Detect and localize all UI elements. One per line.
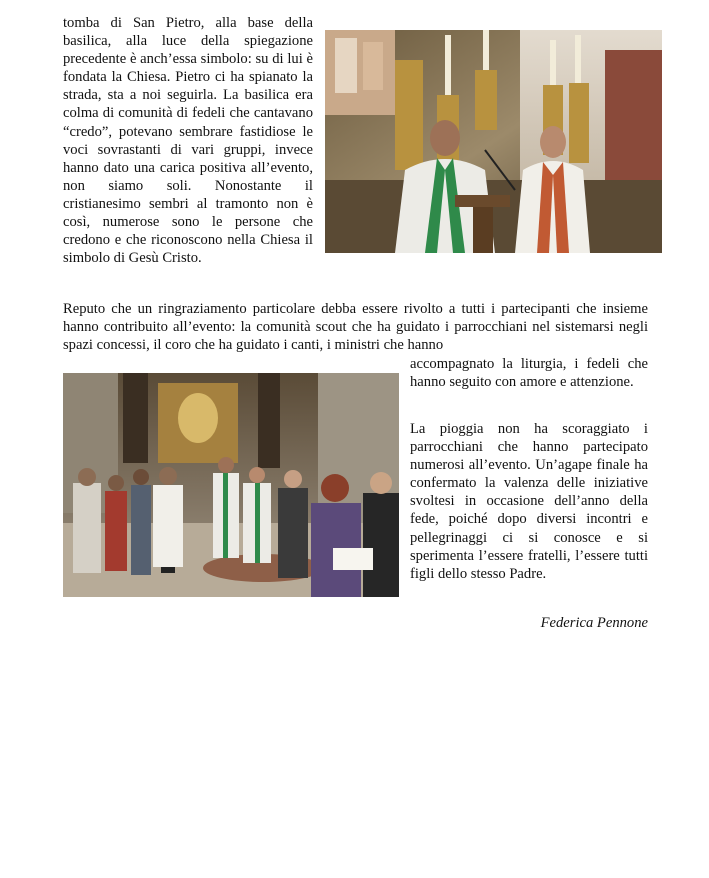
paragraph-2-continued: accompagnato la liturgia, i fedeli che hanno seguito con amore e attenzione. <box>410 356 648 391</box>
paragraph-1: tomba di San Pietro, alla base della basilica, alla luce della spiegazione precedente è anch’essa simbolo: su di lui è fondata la Chiesa. Pietro ci ha spianato la strada, sta a noi seguirla. La basilica era colma di comunità di fedeli che cantavano “credo”, potevano sembrare fastidiose le voci sovrastanti di vari gruppi, invece hanno dato una carica positiva all’evento, non siamo soli. Nonostante il cristianesimo sembri al tramonto non è così, numerose sono le persone che credono e che riconoscono nella Chiesa il simbolo di Gesù Cristo. <box>63 15 313 267</box>
photo-procession-in-basilica <box>63 373 399 597</box>
author-signature: Federica Pennone <box>540 615 648 631</box>
photo-procession-illustration <box>63 373 399 597</box>
photo-priest-at-lectern-illustration <box>325 30 662 253</box>
paragraph-3: La pioggia non ha scoraggiato i parrocchiani che hanno partecipato numerosi all’evento. Un’agape finale ha confermato la valenza delle iniziative svoltesi in occasione dell’anno della fede, poiché dopo diversi incontri e pellegrinaggi ci si conosce e si sperimenta l’essere fratelli, l’essere tutti figli dello stesso Padre. <box>410 421 648 582</box>
photo-priest-at-lectern <box>325 30 662 253</box>
paragraph-2-top: Reputo che un ringraziamento particolare debba essere rivolto a tutti i partecipanti che insieme hanno contribuito all’evento: la comunità scout che ha guidato i parrocchiani nel sistemarsi negli spazi concessi, il coro che ha guidato i canti, i ministri che hanno <box>63 301 648 354</box>
